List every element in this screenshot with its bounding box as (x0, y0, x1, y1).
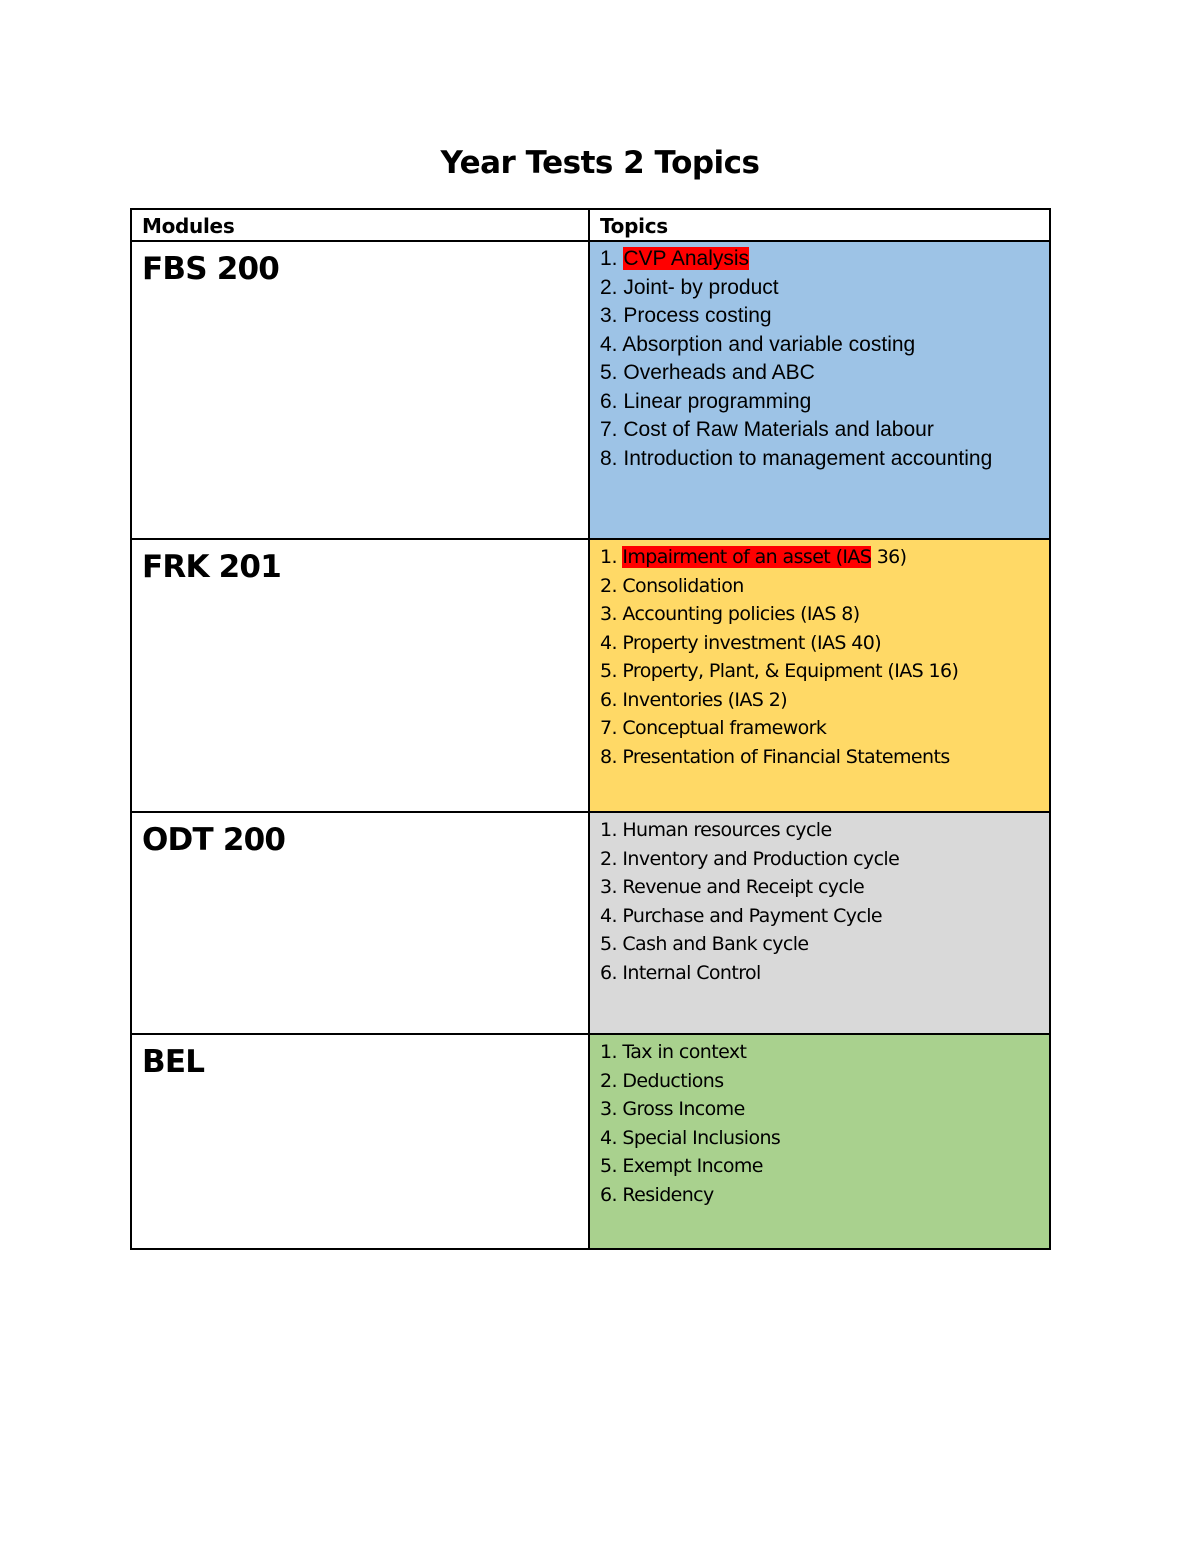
topic-number: 6. (600, 1183, 623, 1206)
module-cell (131, 539, 589, 812)
topic-item (600, 1095, 1041, 1124)
topic-highlight: CVP Analysis (623, 247, 750, 270)
topic-item (600, 959, 1041, 988)
topic-text: Revenue and Receipt cycle (622, 876, 865, 898)
modules-header: Modules (131, 209, 589, 241)
topic-text: Absorption and variable costing (622, 332, 916, 356)
topics-header: Topics (589, 209, 1050, 241)
topic-text: 36) (871, 546, 907, 568)
topic-item (600, 416, 1041, 445)
topic-item (600, 1038, 1041, 1067)
topic-number: 3. (600, 603, 623, 625)
table-row (131, 812, 1050, 1034)
module-code: BEL (142, 1044, 205, 1080)
topic-number: 8. (600, 745, 623, 768)
topic-number: 1. (600, 546, 623, 568)
topic-item (600, 816, 1041, 845)
topic-number: 7. (600, 418, 624, 441)
topic-text: Linear programming (623, 389, 812, 413)
topic-item (600, 1067, 1041, 1096)
topic-number: 3. (600, 876, 623, 898)
module-code: FRK 201 (142, 549, 281, 585)
topic-text: Cost of Raw Materials and labour (623, 418, 934, 441)
topic-list (600, 816, 1041, 987)
topic-text: Accounting policies (IAS 8) (622, 603, 860, 625)
topic-text: Cash and Bank cycle (622, 933, 809, 955)
topic-item (600, 302, 1041, 331)
topic-number: 8. (600, 446, 624, 470)
table-row (131, 539, 1050, 812)
topic-number: 6. (600, 688, 623, 711)
topic-item (600, 930, 1041, 959)
topic-number: 1. (600, 819, 623, 841)
topic-text: Introduction to management accounting (623, 446, 993, 470)
page-title: Year Tests 2 Topics (440, 145, 760, 181)
topic-number: 5. (600, 1155, 623, 1177)
module-code: ODT 200 (142, 822, 286, 858)
topic-number: 4. (600, 631, 623, 654)
topic-text: Inventory and Production cycle (622, 847, 900, 870)
table-row (131, 1034, 1050, 1249)
topic-text: Human resources cycle (622, 819, 832, 841)
topic-number: 7. (600, 717, 623, 739)
topic-text: Joint- by product (623, 275, 779, 299)
topics-cell (589, 812, 1050, 1034)
module-cell (131, 1034, 589, 1249)
topic-item (600, 714, 1041, 743)
topic-item (600, 388, 1041, 417)
module-cell (131, 241, 589, 539)
topic-number: 4. (600, 332, 623, 356)
topic-number: 2. (600, 275, 624, 299)
topic-item (600, 445, 1041, 474)
table-row (131, 241, 1050, 539)
topic-text: Purchase and Payment Cycle (622, 904, 883, 927)
topic-item (600, 359, 1041, 388)
module-code: FBS 200 (142, 251, 280, 287)
table-header-row (131, 209, 1050, 241)
topic-item (600, 543, 1041, 572)
topic-list (600, 1038, 1041, 1209)
topic-text: Residency (622, 1183, 714, 1206)
topic-number: 4. (600, 1126, 623, 1149)
topic-item (600, 274, 1041, 303)
topic-item (600, 572, 1041, 601)
topic-item (600, 743, 1041, 772)
topic-text: Exempt Income (622, 1155, 763, 1177)
module-cell (131, 812, 589, 1034)
topic-number: 2. (600, 1069, 623, 1092)
topic-text: Process costing (623, 304, 772, 327)
topic-item (600, 657, 1041, 686)
topic-number: 2. (600, 847, 623, 870)
topic-item (600, 873, 1041, 902)
topic-number: 3. (600, 1098, 623, 1120)
topic-item (600, 1181, 1041, 1210)
topic-number: 2. (600, 574, 623, 597)
topic-text: Consolidation (622, 574, 744, 597)
topic-number: 6. (600, 389, 624, 413)
topics-cell (589, 1034, 1050, 1249)
topic-number: 4. (600, 904, 623, 927)
topic-item (600, 629, 1041, 658)
topic-list (600, 543, 1041, 771)
topic-text: Overheads and ABC (623, 361, 815, 384)
topic-text: Tax in context (622, 1041, 747, 1063)
topic-highlight: Impairment of an asset (IAS (622, 546, 872, 568)
topic-text: Internal Control (622, 961, 761, 984)
topic-number: 1. (600, 247, 624, 270)
topic-text: Property investment (IAS 40) (622, 631, 882, 654)
topic-number: 3. (600, 304, 624, 327)
topic-text: Presentation of Financial Statements (622, 745, 950, 768)
topic-text: Inventories (IAS 2) (622, 688, 788, 711)
topic-number: 5. (600, 933, 623, 955)
topic-number: 5. (600, 660, 623, 682)
topic-text: Special Inclusions (622, 1126, 781, 1149)
topic-number: 6. (600, 961, 623, 984)
topic-item (600, 600, 1041, 629)
topic-item (600, 686, 1041, 715)
topic-item (600, 245, 1041, 274)
topic-item (600, 331, 1041, 360)
topics-cell (589, 539, 1050, 812)
topic-number: 5. (600, 361, 624, 384)
topic-list (600, 245, 1041, 473)
topic-item (600, 1152, 1041, 1181)
topic-item (600, 845, 1041, 874)
topic-text: Deductions (622, 1069, 724, 1092)
topic-item (600, 902, 1041, 931)
topics-table (130, 208, 1051, 1250)
topic-text: Gross Income (622, 1098, 745, 1120)
topic-text: Conceptual framework (622, 717, 827, 739)
topics-cell (589, 241, 1050, 539)
topic-item (600, 1124, 1041, 1153)
topic-number: 1. (600, 1041, 623, 1063)
topic-text: Property, Plant, & Equipment (IAS 16) (622, 660, 959, 682)
